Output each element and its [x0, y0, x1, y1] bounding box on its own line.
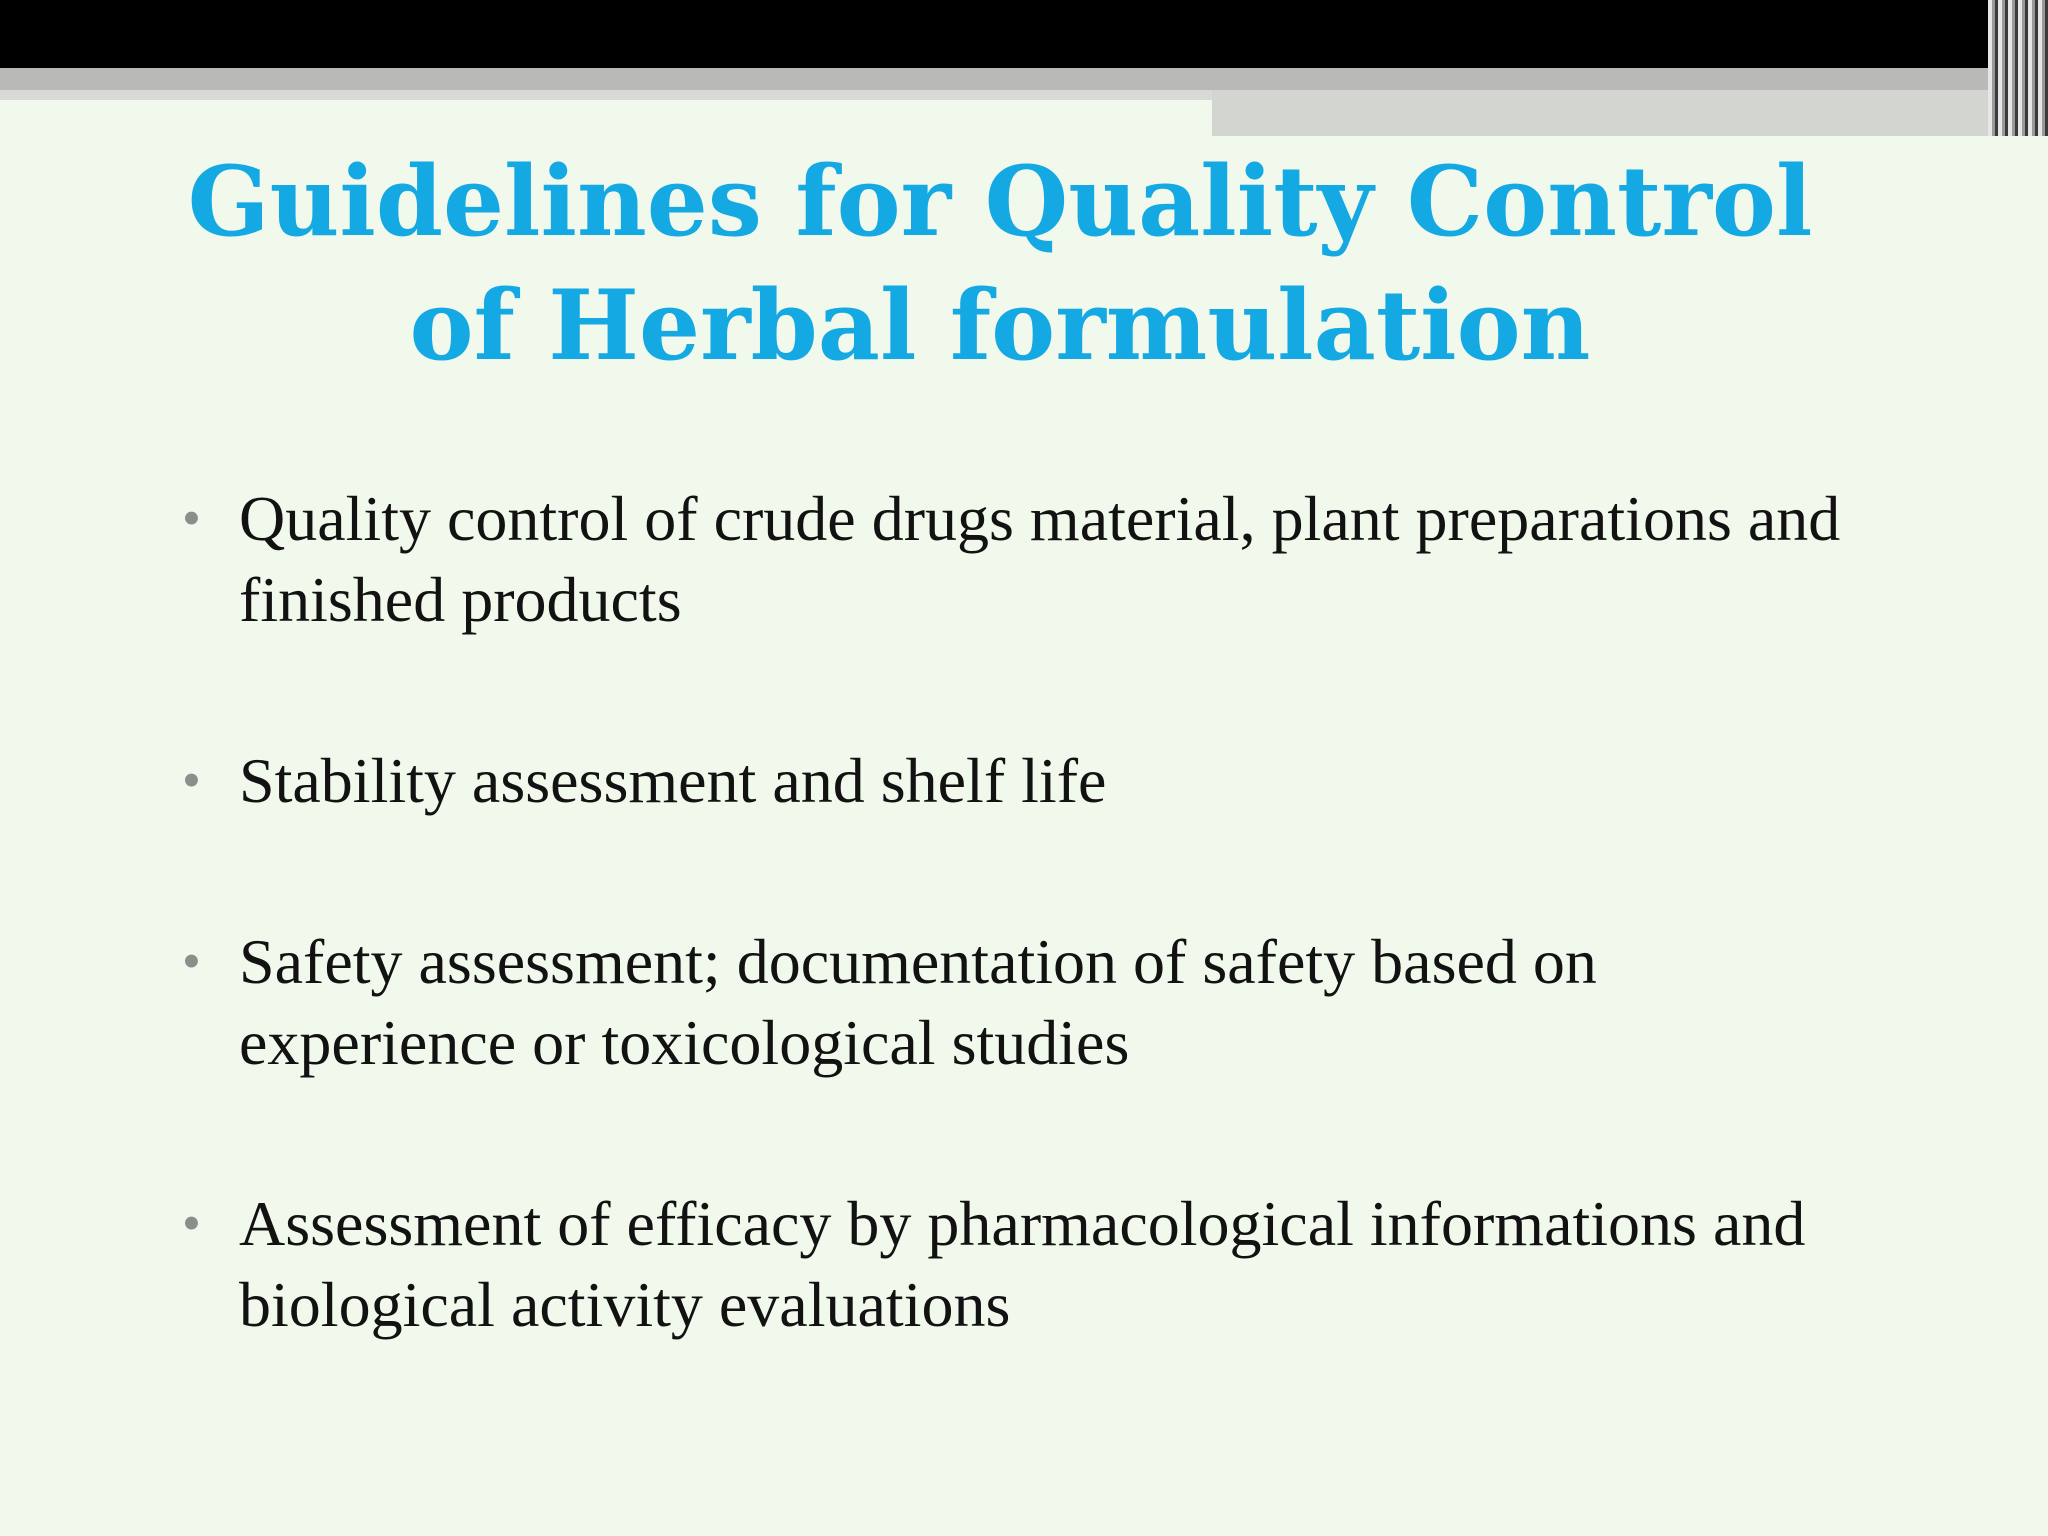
bullet-icon: • [182, 488, 201, 548]
bullet-text: Safety assessment; documentation of safety based on experience or toxicological studies [239, 926, 1597, 1078]
bullet-item [182, 1183, 1882, 1345]
bullet-icon: • [182, 931, 201, 991]
top-right-gray-block [1212, 90, 2048, 136]
bullet-text: Stability assessment and shelf life [239, 745, 1107, 816]
title-line-2: of Herbal formulation [409, 269, 1591, 382]
bullet-text: Assessment of efficacy by pharmacological informations and biological activity evaluations [239, 1188, 1806, 1340]
bullet-item [182, 921, 1882, 1083]
bullet-list [182, 478, 1882, 1445]
title-line-1: Guidelines for Quality Control [187, 145, 1813, 258]
top-gray-bar [0, 68, 2048, 90]
bullet-text: Quality control of crude drugs material, plant preparations and finished products [239, 483, 1841, 635]
top-black-bar [0, 0, 2048, 68]
bullet-item [182, 478, 1882, 640]
top-light-gray-bar [0, 90, 1212, 100]
slide-title [100, 140, 1900, 388]
bullet-icon: • [182, 1193, 201, 1253]
bullet-icon: • [182, 750, 201, 810]
corner-stripes [1988, 0, 2048, 136]
bullet-item [182, 740, 1882, 821]
